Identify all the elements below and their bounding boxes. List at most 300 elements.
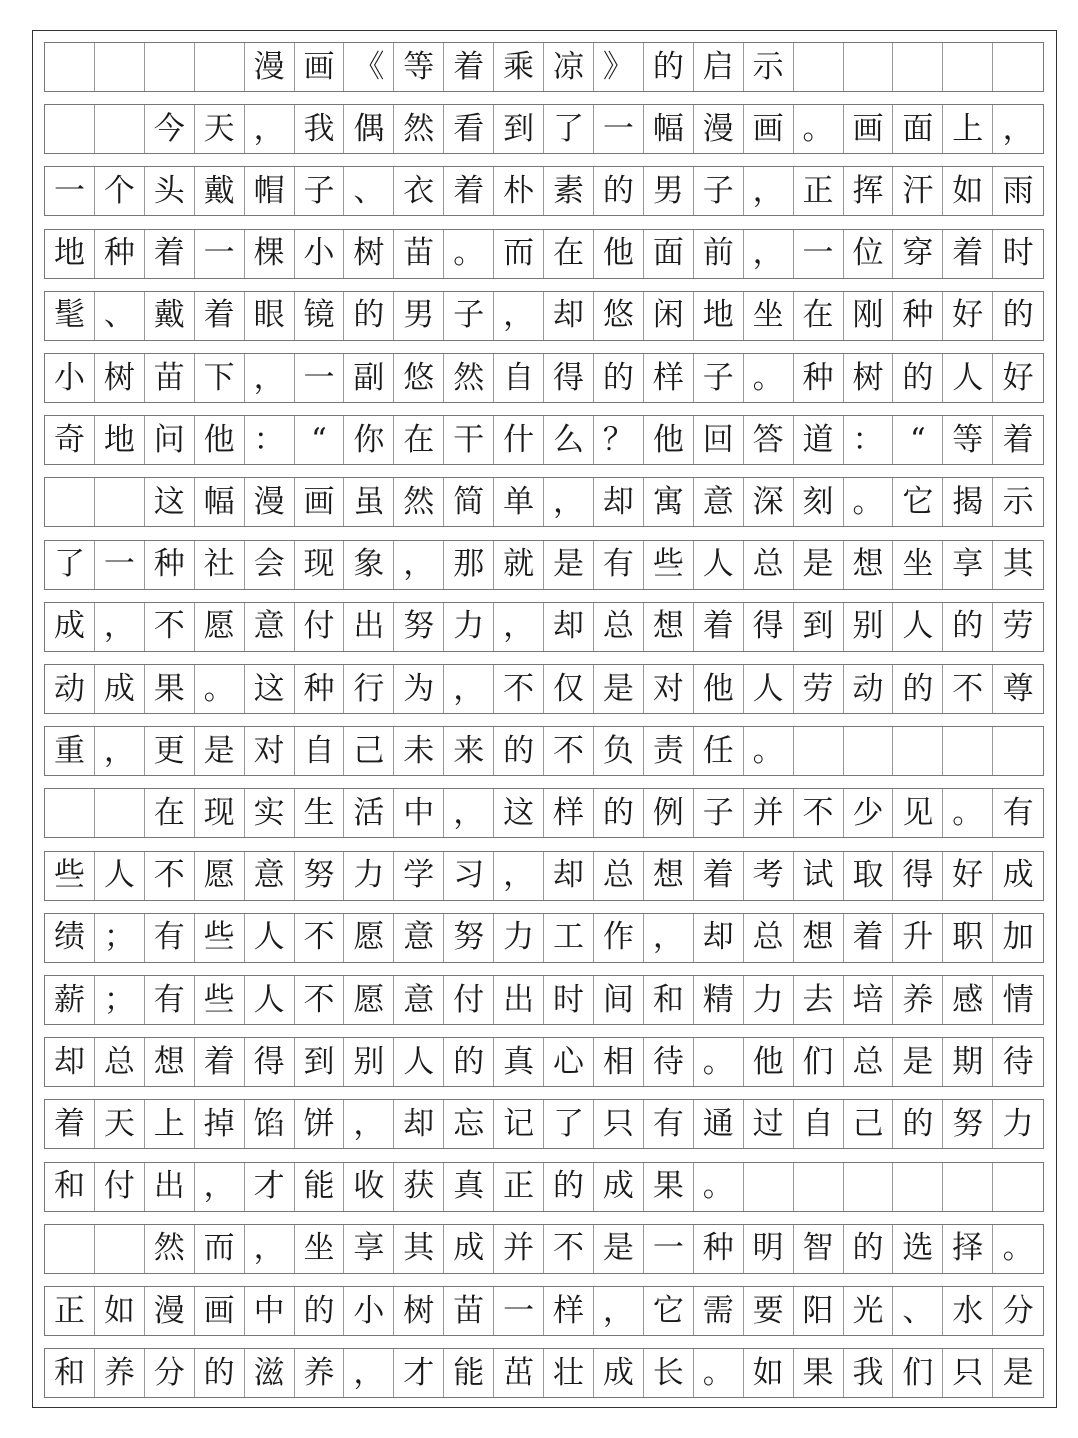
grid-cell: 总 xyxy=(744,541,794,589)
grid-cell: 是 xyxy=(594,665,644,713)
grid-cell: 在 xyxy=(394,416,444,464)
grid-cell: 并 xyxy=(744,789,794,837)
grid-cell: 的 xyxy=(544,1163,594,1211)
grid-cell: 成 xyxy=(1002,857,1034,894)
grid-cell: 画 xyxy=(295,478,345,526)
grid-cell xyxy=(893,1163,943,1211)
grid-cell: ， xyxy=(95,603,145,651)
grid-cell: 素 xyxy=(544,167,594,215)
grid-cell: 他 xyxy=(744,1038,794,1086)
grid-cell xyxy=(993,727,1043,775)
grid-cell: 然 xyxy=(444,354,494,402)
grid-cell: 仅 xyxy=(544,665,594,713)
grid-cell xyxy=(893,43,943,91)
grid-cell: 面 xyxy=(893,105,943,153)
grid-cell: ， xyxy=(444,789,494,837)
grid-cell: ； xyxy=(95,914,145,962)
text-row xyxy=(44,540,1044,590)
grid-cell: 有 xyxy=(145,914,195,962)
grid-cell: 一 xyxy=(794,230,844,278)
grid-cell: 愿 xyxy=(344,976,394,1024)
grid-cell: ， xyxy=(195,1163,245,1211)
grid-cell: 到 xyxy=(295,1038,345,1086)
grid-cell: 中 xyxy=(245,1287,295,1335)
grid-cell: ， xyxy=(744,230,794,278)
grid-cell: 幅 xyxy=(195,478,245,526)
grid-cell: 有 xyxy=(145,976,195,1024)
grid-cell: 。 xyxy=(195,665,245,713)
grid-cell: 小 xyxy=(45,354,95,402)
grid-cell: 行 xyxy=(344,665,394,713)
grid-cell: 努 xyxy=(295,852,345,900)
grid-cell: 是 xyxy=(1002,1354,1034,1391)
grid-cell: 画 xyxy=(744,105,794,153)
grid-cell: ， xyxy=(494,603,544,651)
grid-cell: 着 xyxy=(195,1038,245,1086)
grid-cell: 想 xyxy=(794,914,844,962)
grid-cell: 成 xyxy=(45,603,95,651)
grid-cell: 得 xyxy=(744,603,794,651)
text-row xyxy=(44,602,1044,652)
grid-cell: 好 xyxy=(1002,359,1034,396)
grid-cell: 想 xyxy=(844,541,894,589)
grid-cell: 男 xyxy=(644,167,694,215)
grid-cell: 好 xyxy=(943,852,993,900)
grid-cell: 成 xyxy=(444,1225,494,1273)
grid-cell: 意 xyxy=(245,852,295,900)
grid-cell: 到 xyxy=(794,603,844,651)
grid-cell: 时 xyxy=(1002,235,1034,272)
grid-cell: 职 xyxy=(943,914,993,962)
grid-cell: 种 xyxy=(295,665,345,713)
grid-cell: 分 xyxy=(1002,1292,1034,1329)
grid-cell: 的 xyxy=(644,43,694,91)
grid-cell: 己 xyxy=(844,1100,894,1148)
grid-cell: 些 xyxy=(644,541,694,589)
text-row xyxy=(44,1348,1044,1398)
grid-cell: 悠 xyxy=(594,292,644,340)
grid-cell: 在 xyxy=(544,230,594,278)
grid-cell: 朴 xyxy=(494,167,544,215)
grid-cell: 如 xyxy=(744,1349,794,1397)
grid-cell: 挥 xyxy=(844,167,894,215)
grid-cell xyxy=(195,43,245,91)
grid-cell: 馅 xyxy=(245,1100,295,1148)
grid-cell: 奇 xyxy=(45,416,95,464)
grid-cell: 道 xyxy=(794,416,844,464)
grid-cell: 男 xyxy=(394,292,444,340)
grid-cell: 上 xyxy=(943,105,993,153)
grid-cell: 我 xyxy=(295,105,345,153)
grid-cell: 成 xyxy=(594,1163,644,1211)
grid-cell: ， xyxy=(494,292,544,340)
text-row xyxy=(44,415,1044,465)
grid-cell: 样 xyxy=(544,789,594,837)
grid-cell: 正 xyxy=(494,1163,544,1211)
grid-cell: 选 xyxy=(893,1225,943,1273)
grid-cell: 时 xyxy=(544,976,594,1024)
grid-cell: 眼 xyxy=(245,292,295,340)
grid-cell: ， xyxy=(594,1287,644,1335)
grid-cell: 画 xyxy=(195,1287,245,1335)
grid-cell: 分 xyxy=(145,1349,195,1397)
grid-cell: 坐 xyxy=(295,1225,345,1273)
grid-cell: 出 xyxy=(145,1163,195,1211)
grid-cell: 只 xyxy=(943,1349,993,1397)
grid-cell xyxy=(794,43,844,91)
grid-cell: 一 xyxy=(594,105,644,153)
grid-cell xyxy=(95,43,145,91)
grid-cell: 却 xyxy=(394,1100,444,1148)
grid-cell: 作 xyxy=(594,914,644,962)
text-row xyxy=(44,1162,1044,1212)
grid-cell: 着 xyxy=(844,914,894,962)
text-row xyxy=(44,664,1044,714)
grid-cell: 一 xyxy=(644,1225,694,1273)
grid-cell: 苗 xyxy=(394,230,444,278)
text-row xyxy=(44,229,1044,279)
grid-cell: 的 xyxy=(295,1287,345,1335)
grid-cell: 漫 xyxy=(245,478,295,526)
grid-cell: 等 xyxy=(943,416,993,464)
grid-cell: 要 xyxy=(744,1287,794,1335)
grid-cell: 努 xyxy=(394,603,444,651)
grid-cell: 。 xyxy=(744,354,794,402)
grid-cell: 现 xyxy=(195,789,245,837)
grid-cell: 尊 xyxy=(1002,670,1034,707)
grid-cell: 一 xyxy=(45,167,95,215)
grid-cell: 的 xyxy=(594,789,644,837)
grid-cell: 不 xyxy=(544,1225,594,1273)
grid-cell: 享 xyxy=(943,541,993,589)
grid-cell: 成 xyxy=(594,1349,644,1397)
grid-cell: 着 xyxy=(195,292,245,340)
text-row xyxy=(44,1224,1044,1274)
grid-cell: 刻 xyxy=(794,478,844,526)
grid-cell: 学 xyxy=(394,852,444,900)
grid-cell: 回 xyxy=(694,416,744,464)
grid-cell: 地 xyxy=(694,292,744,340)
grid-cell: 忘 xyxy=(444,1100,494,1148)
grid-cell: 其 xyxy=(394,1225,444,1273)
grid-cell: 出 xyxy=(344,603,394,651)
grid-cell: 衣 xyxy=(394,167,444,215)
grid-cell: 帽 xyxy=(245,167,295,215)
grid-cell: 着 xyxy=(943,230,993,278)
grid-cell: 有 xyxy=(1002,794,1034,831)
grid-cell: ； xyxy=(95,976,145,1024)
grid-cell: 简 xyxy=(444,478,494,526)
grid-cell: 不 xyxy=(544,727,594,775)
grid-cell: 任 xyxy=(694,727,744,775)
grid-cell xyxy=(844,43,894,91)
grid-cell: 壮 xyxy=(544,1349,594,1397)
grid-cell: 需 xyxy=(694,1287,744,1335)
grid-cell: 他 xyxy=(644,416,694,464)
grid-cell: 些 xyxy=(195,914,245,962)
grid-cell: ？ xyxy=(594,416,644,464)
grid-cell: 取 xyxy=(844,852,894,900)
grid-cell: 镜 xyxy=(295,292,345,340)
grid-cell: 努 xyxy=(444,914,494,962)
grid-cell: 更 xyxy=(145,727,195,775)
grid-cell: 记 xyxy=(494,1100,544,1148)
grid-cell: 凉 xyxy=(544,43,594,91)
grid-cell: 不 xyxy=(494,665,544,713)
grid-cell: 一 xyxy=(295,354,345,402)
grid-cell: 树 xyxy=(844,354,894,402)
grid-cell: 示 xyxy=(1002,483,1034,520)
grid-cell: 而 xyxy=(195,1225,245,1273)
grid-cell xyxy=(844,1163,894,1211)
grid-cell: 果 xyxy=(145,665,195,713)
grid-cell: 如 xyxy=(943,167,993,215)
grid-cell: 是 xyxy=(544,541,594,589)
grid-cell: 你 xyxy=(344,416,394,464)
grid-cell: 活 xyxy=(344,789,394,837)
grid-cell: 他 xyxy=(694,665,744,713)
grid-cell: 有 xyxy=(644,1100,694,1148)
grid-cell: 子 xyxy=(694,167,744,215)
grid-cell: 升 xyxy=(893,914,943,962)
title-row xyxy=(44,42,1044,92)
grid-cell: 苗 xyxy=(444,1287,494,1335)
grid-cell: 着 xyxy=(1002,421,1034,458)
grid-cell: 到 xyxy=(494,105,544,153)
grid-cell: 得 xyxy=(245,1038,295,1086)
grid-cell: 他 xyxy=(195,416,245,464)
grid-cell: 前 xyxy=(694,230,744,278)
grid-cell: 愿 xyxy=(344,914,394,962)
grid-cell: 人 xyxy=(694,541,744,589)
grid-cell: 坐 xyxy=(744,292,794,340)
grid-cell: 却 xyxy=(544,852,594,900)
grid-cell: 想 xyxy=(644,852,694,900)
grid-cell: 漫 xyxy=(694,105,744,153)
grid-cell: 总 xyxy=(594,603,644,651)
grid-cell xyxy=(95,1225,145,1273)
grid-cell: 情 xyxy=(1002,981,1034,1018)
grid-cell: 这 xyxy=(494,789,544,837)
text-row xyxy=(44,104,1044,154)
grid-cell: 的 xyxy=(1002,297,1034,334)
grid-cell: ， xyxy=(344,1349,394,1397)
grid-cell xyxy=(993,1163,1043,1211)
grid-cell: 自 xyxy=(295,727,345,775)
grid-cell: 着 xyxy=(45,1100,95,1148)
grid-cell: 并 xyxy=(494,1225,544,1273)
grid-cell: 是 xyxy=(195,727,245,775)
grid-cell: 却 xyxy=(694,914,744,962)
grid-cell: 力 xyxy=(344,852,394,900)
grid-cell: 个 xyxy=(95,167,145,215)
grid-cell: 、 xyxy=(893,1287,943,1335)
text-row xyxy=(44,353,1044,403)
grid-cell: 饼 xyxy=(295,1100,345,1148)
grid-cell: 样 xyxy=(644,354,694,402)
grid-cell: 么 xyxy=(544,416,594,464)
grid-cell: 我 xyxy=(844,1349,894,1397)
grid-cell: 。 xyxy=(1002,1230,1034,1267)
grid-cell: 》 xyxy=(594,43,644,91)
grid-cell: 培 xyxy=(844,976,894,1024)
grid-cell: 和 xyxy=(644,976,694,1024)
grid-cell: ， xyxy=(394,541,444,589)
grid-cell xyxy=(45,43,95,91)
grid-cell: 负 xyxy=(594,727,644,775)
grid-cell: 愿 xyxy=(195,852,245,900)
grid-cell: 是 xyxy=(794,541,844,589)
grid-cell: 小 xyxy=(295,230,345,278)
grid-cell: 。 xyxy=(744,727,794,775)
grid-cell: 中 xyxy=(394,789,444,837)
grid-cell: 总 xyxy=(594,852,644,900)
grid-cell: 意 xyxy=(394,976,444,1024)
text-row xyxy=(44,291,1044,341)
text-row xyxy=(44,1037,1044,1087)
text-row xyxy=(44,1099,1044,1149)
grid-cell: 能 xyxy=(444,1349,494,1397)
grid-cell: 在 xyxy=(145,789,195,837)
grid-cell: 养 xyxy=(893,976,943,1024)
grid-cell: 些 xyxy=(45,852,95,900)
grid-cell: 想 xyxy=(644,603,694,651)
grid-cell: 力 xyxy=(1002,1105,1034,1142)
grid-cell: 如 xyxy=(95,1287,145,1335)
grid-cell: 却 xyxy=(594,478,644,526)
grid-cell xyxy=(794,727,844,775)
grid-cell: 些 xyxy=(195,976,245,1024)
grid-cell xyxy=(45,105,95,153)
grid-cell: 他 xyxy=(594,230,644,278)
grid-cell: 的 xyxy=(444,1038,494,1086)
grid-cell: 对 xyxy=(644,665,694,713)
grid-cell: 。 xyxy=(844,478,894,526)
grid-cell: 责 xyxy=(644,727,694,775)
grid-cell: 考 xyxy=(744,852,794,900)
grid-cell: ： xyxy=(245,416,295,464)
grid-cell: 意 xyxy=(245,603,295,651)
grid-cell: 它 xyxy=(644,1287,694,1335)
grid-cell: 自 xyxy=(794,1100,844,1148)
grid-cell: 的 xyxy=(893,354,943,402)
grid-cell: 动 xyxy=(45,665,95,713)
grid-cell: 人 xyxy=(95,852,145,900)
grid-cell: 实 xyxy=(245,789,295,837)
grid-cell: 得 xyxy=(893,852,943,900)
grid-cell: 。 xyxy=(444,230,494,278)
text-row xyxy=(44,788,1044,838)
grid-cell: 见 xyxy=(893,789,943,837)
grid-cell: 的 xyxy=(893,665,943,713)
grid-cell: 生 xyxy=(295,789,345,837)
grid-cell: 种 xyxy=(794,354,844,402)
grid-cell: 子 xyxy=(694,354,744,402)
grid-cell: ， xyxy=(344,1100,394,1148)
grid-cell: 付 xyxy=(95,1163,145,1211)
grid-cell: 果 xyxy=(644,1163,694,1211)
grid-cell: 着 xyxy=(694,603,744,651)
grid-cell: 得 xyxy=(544,354,594,402)
grid-cell xyxy=(95,105,145,153)
grid-cell: 穿 xyxy=(893,230,943,278)
grid-cell: 只 xyxy=(594,1100,644,1148)
grid-cell: 坐 xyxy=(893,541,943,589)
grid-cell: 自 xyxy=(494,354,544,402)
grid-cell: 待 xyxy=(644,1038,694,1086)
text-row xyxy=(44,1286,1044,1336)
grid-cell: 明 xyxy=(744,1225,794,1273)
grid-cell: ， xyxy=(744,167,794,215)
grid-cell: 髦 xyxy=(45,292,95,340)
grid-cell: 真 xyxy=(494,1038,544,1086)
grid-cell: 。 xyxy=(694,1038,744,1086)
grid-cell: 什 xyxy=(494,416,544,464)
grid-cell: 启 xyxy=(694,43,744,91)
grid-cell: 过 xyxy=(744,1100,794,1148)
grid-cell: 地 xyxy=(45,230,95,278)
grid-cell: 寓 xyxy=(644,478,694,526)
grid-cell: 收 xyxy=(344,1163,394,1211)
grid-cell: “ xyxy=(893,416,943,464)
grid-cell: 好 xyxy=(943,292,993,340)
grid-cell: 习 xyxy=(444,852,494,900)
grid-cell: 一 xyxy=(494,1287,544,1335)
grid-cell: 人 xyxy=(394,1038,444,1086)
grid-cell: 的 xyxy=(594,167,644,215)
grid-cell: 智 xyxy=(794,1225,844,1273)
grid-cell: 那 xyxy=(444,541,494,589)
grid-cell: 位 xyxy=(844,230,894,278)
grid-cell: 待 xyxy=(1002,1043,1034,1080)
grid-cell: 悠 xyxy=(394,354,444,402)
grid-cell: 真 xyxy=(444,1163,494,1211)
grid-cell: 试 xyxy=(794,852,844,900)
grid-cell xyxy=(95,478,145,526)
grid-cell: 的 xyxy=(195,1349,245,1397)
grid-cell xyxy=(993,43,1043,91)
grid-cell: 着 xyxy=(444,43,494,91)
grid-cell: 果 xyxy=(794,1349,844,1397)
grid-cell: ， xyxy=(494,852,544,900)
grid-cell: 头 xyxy=(145,167,195,215)
grid-cell: 和 xyxy=(45,1163,95,1211)
grid-cell: 出 xyxy=(494,976,544,1024)
grid-cell: 想 xyxy=(145,1038,195,1086)
grid-cell xyxy=(45,478,95,526)
grid-cell: 来 xyxy=(444,727,494,775)
grid-cell: 不 xyxy=(145,852,195,900)
grid-cell: 的 xyxy=(844,1225,894,1273)
grid-cell: 工 xyxy=(544,914,594,962)
grid-cell: 不 xyxy=(794,789,844,837)
grid-cell: 这 xyxy=(245,665,295,713)
grid-cell: 《 xyxy=(344,43,394,91)
grid-cell: 的 xyxy=(494,727,544,775)
grid-cell: 不 xyxy=(295,914,345,962)
grid-cell: 人 xyxy=(893,603,943,651)
grid-cell: 是 xyxy=(893,1038,943,1086)
grid-cell: 然 xyxy=(394,478,444,526)
grid-cell: 着 xyxy=(444,167,494,215)
grid-cell: 等 xyxy=(394,43,444,91)
grid-cell: 去 xyxy=(794,976,844,1024)
grid-cell: 上 xyxy=(145,1100,195,1148)
grid-cell: 漫 xyxy=(145,1287,195,1335)
grid-cell: 意 xyxy=(394,914,444,962)
grid-cell: 滋 xyxy=(245,1349,295,1397)
grid-cell: ， xyxy=(245,354,295,402)
